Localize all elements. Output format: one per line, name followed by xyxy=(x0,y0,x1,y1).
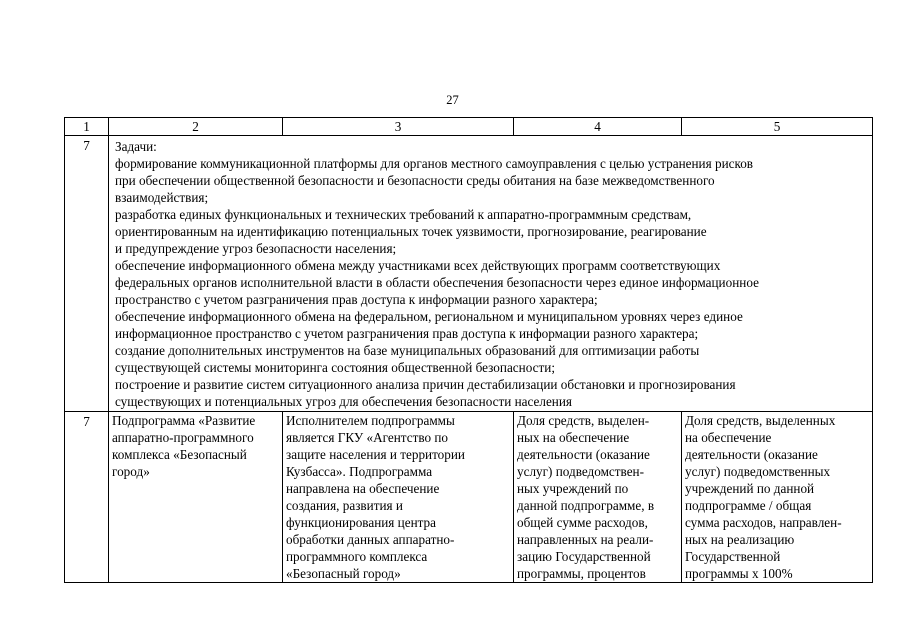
tasks-row xyxy=(65,136,873,412)
indicator-cell xyxy=(514,412,682,583)
cell-line: город» xyxy=(112,464,150,479)
cell-line: сумма расходов, направлен- xyxy=(685,515,842,530)
row-number: 7 xyxy=(65,412,109,583)
cell-line: направленных на реали- xyxy=(517,532,654,547)
tasks-heading: Задачи: xyxy=(115,139,157,154)
cell-line: услуг) подведомственных xyxy=(685,464,831,479)
task-line: построение и развитие систем ситуационного анализа причин дестабилизации обстановки и прогнозирования xyxy=(115,377,736,392)
cell-line: подпрограмме / общая xyxy=(685,498,812,513)
cell-line: защите населения и территории xyxy=(286,447,465,462)
cell-line: программного комплекса xyxy=(286,549,428,564)
task-line: информационное пространство с учетом разграничения прав доступа к информации разного характера; xyxy=(115,326,699,341)
program-table xyxy=(64,117,873,583)
task-line: обеспечение информационного обмена на федеральном, региональном и муниципальном уровнях через единое xyxy=(115,309,743,324)
cell-line: программы, процентов xyxy=(517,566,646,581)
cell-line: направлена на обеспечение xyxy=(286,481,440,496)
task-line: федеральных органов исполнительной власти в области обеспечения безопасности через единое информационное xyxy=(115,275,759,290)
tasks-cell xyxy=(109,136,873,412)
task-line: разработка единых функциональных и технических требований к аппаратно-программным средствам, xyxy=(115,207,692,222)
subprogram-name-cell xyxy=(109,412,283,583)
cell-line: деятельности (оказание xyxy=(685,447,818,462)
cell-line: является ГКУ «Агентство по xyxy=(286,430,449,445)
task-line: существующей системы мониторинга состояния общественной безопасности; xyxy=(115,360,555,375)
cell-line: Исполнителем подпрограммы xyxy=(286,413,455,428)
cell-line: ных на реализацию xyxy=(685,532,795,547)
task-line: при обеспечении общественной безопасности и безопасности среды обитания на базе межведомственного xyxy=(115,173,715,188)
task-line: пространство с учетом разграничения прав доступа к информации разного характера; xyxy=(115,292,598,307)
header-cell-3: 3 xyxy=(283,118,514,136)
task-line: существующих и потенциальных угроз для обеспечения безопасности населения xyxy=(115,394,572,409)
cell-line: Государственной xyxy=(685,549,781,564)
cell-line: данной подпрограмме, в xyxy=(517,498,655,513)
cell-line: Доля средств, выделенных xyxy=(685,413,836,428)
cell-line: Подпрограмма «Развитие xyxy=(112,413,256,428)
task-line: обеспечение информационного обмена между участниками всех действующих программ соответствующих xyxy=(115,258,721,273)
cell-line: функционирования центра xyxy=(286,515,437,530)
task-line: формирование коммуникационной платформы для органов местного самоуправления с целью устранения рисков xyxy=(115,156,754,171)
cell-line: «Безопасный город» xyxy=(286,566,401,581)
task-line: ориентированным на идентификацию потенциальных точек уязвимости, прогнозирование, реагирование xyxy=(115,224,707,239)
cell-line: на обеспечение xyxy=(685,430,772,445)
task-line: создание дополнительных инструментов на базе муниципальных образований для оптимизации работы xyxy=(115,343,700,358)
calculation-method-cell xyxy=(682,412,873,583)
cell-line: зацию Государственной xyxy=(517,549,651,564)
cell-line: комплекса «Безопасный xyxy=(112,447,247,462)
cell-line: создания, развития и xyxy=(286,498,403,513)
header-cell-4: 4 xyxy=(514,118,682,136)
cell-line: аппаратно-программного xyxy=(112,430,254,445)
cell-line: программы x 100% xyxy=(685,566,793,581)
header-row xyxy=(65,118,873,136)
cell-line: учреждений по данной xyxy=(685,481,815,496)
subprogram-row xyxy=(65,412,873,583)
cell-line: Доля средств, выделен- xyxy=(517,413,650,428)
executor-description-cell xyxy=(283,412,514,583)
header-cell-2: 2 xyxy=(109,118,283,136)
cell-line: Кузбасса». Подпрограмма xyxy=(286,464,433,479)
page-number: 27 xyxy=(446,93,459,107)
cell-line: общей сумме расходов, xyxy=(517,515,648,530)
cell-line: деятельности (оказание xyxy=(517,447,650,462)
cell-line: ных на обеспечение xyxy=(517,430,630,445)
cell-line: услуг) подведомствен- xyxy=(517,464,644,479)
cell-line: обработки данных аппаратно- xyxy=(286,532,455,547)
cell-line: ных учреждений по xyxy=(517,481,629,496)
task-line: взаимодействия; xyxy=(115,190,209,205)
row-number: 7 xyxy=(65,136,109,412)
header-cell-1: 1 xyxy=(65,118,109,136)
header-cell-5: 5 xyxy=(682,118,873,136)
task-line: и предупреждение угроз безопасности населения; xyxy=(115,241,397,256)
